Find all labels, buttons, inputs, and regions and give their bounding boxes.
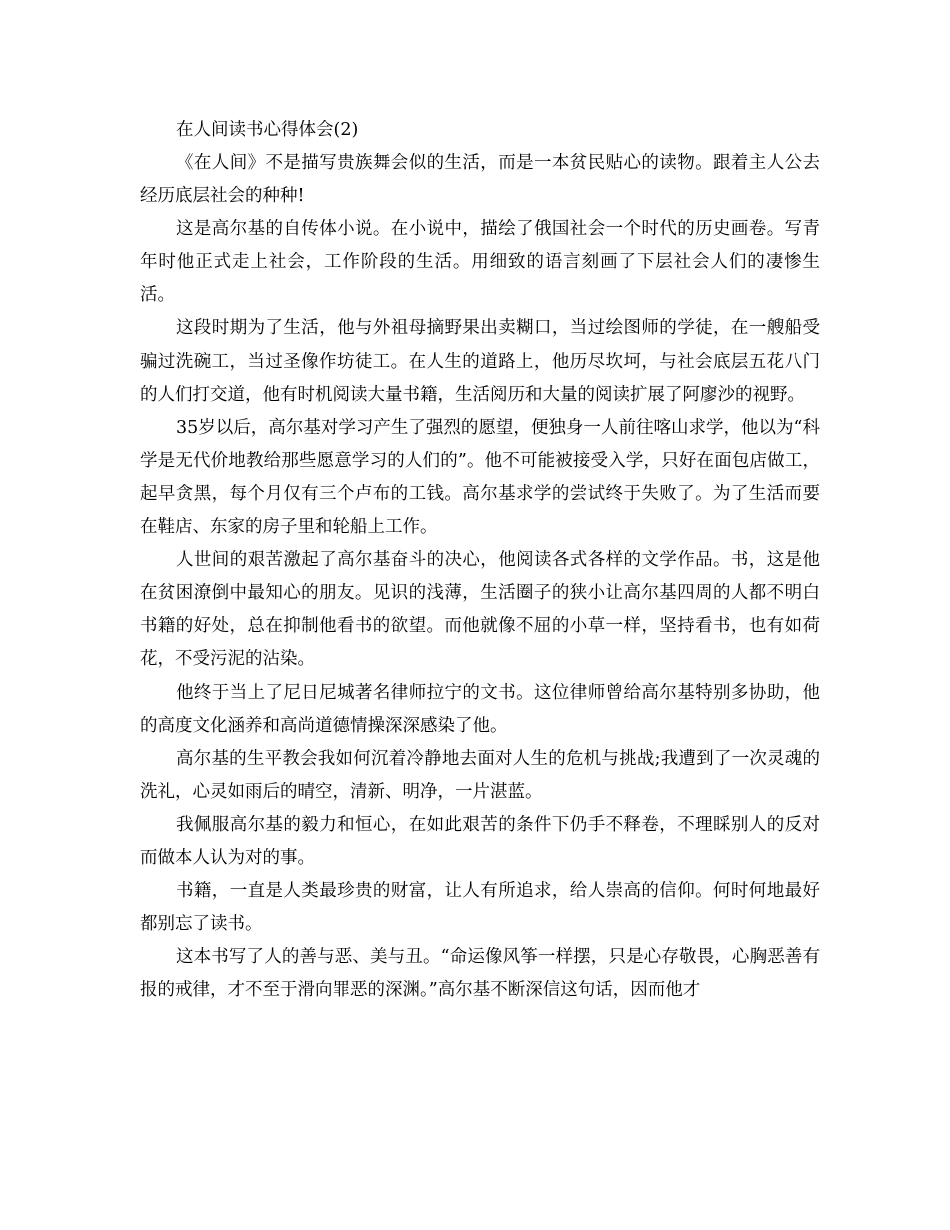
paragraph: 人世间的艰苦激起了高尔基奋斗的决心，他阅读各式各样的文学作品。书，这是他在贫困潦倒中最知心的朋友。见识的浅薄，生活圈子的狭小让高尔基四周的人都不明白书籍的好处，总在抑制他看书的欲望。而他就像不屈的小草一样，坚持看书，也有如荷花，不受污泥的沾染。 bbox=[140, 550, 820, 670]
paragraph: 这本书写了人的善与恶、美与丑。“命运像风筝一样摆，只是心存敬畏，心胸恶善有报的戒律，才不至于滑向罪恶的深渊。”高尔基不断深信这句话，因而他才 bbox=[140, 947, 820, 1001]
paragraph: 书籍，一直是人类最珍贵的财富，让人有所追求，给人崇高的信仰。何时何地最好都别忘了读书。 bbox=[140, 881, 820, 935]
paragraph: 我佩服高尔基的毅力和恒心，在如此艰苦的条件下仍手不释卷，不理睬别人的反对而做本人认为对的事。 bbox=[140, 814, 820, 868]
paragraph: 他终于当上了尼日尼城著名律师拉宁的文书。这位律师曾给高尔基特别多协助，他的高度文化涵养和高尚道德情操深深感染了他。 bbox=[140, 682, 820, 736]
paragraph: 这段时期为了生活，他与外祖母摘野果出卖糊口，当过绘图师的学徒，在一艘船受骗过洗碗工，当过圣像作坊徒工。在人生的道路上，他历尽坎坷，与社会底层五花八门的人们打交道，他有时机阅读大量书籍，生活阅历和大量的阅读扩展了阿廖沙的视野。 bbox=[140, 318, 820, 405]
document-title: 在人间读书心得体会(2) bbox=[176, 120, 359, 140]
paragraph: 这是高尔基的自传体小说。在小说中，描绘了俄国社会一个时代的历史画卷。写青年时他正式走上社会，工作阶段的生活。用细致的语言刻画了下层社会人们的凄惨生活。 bbox=[140, 219, 820, 306]
paragraph: 《在人间》不是描写贵族舞会似的生活，而是一本贫民贴心的读物。跟着主人公去经历底层社会的种种! bbox=[140, 153, 820, 207]
document-body bbox=[140, 114, 820, 1007]
paragraph: 高尔基的生平教会我如何沉着冷静地去面对人生的危机与挑战;我遭到了一次灵魂的洗礼，心灵如雨后的晴空，清新、明净，一片湛蓝。 bbox=[140, 748, 820, 802]
paragraph: 35岁以后，高尔基对学习产生了强烈的愿望，便独身一人前往喀山求学，他以为“科学是无代价地教给那些愿意学习的人们的”。他不可能被接受入学，只好在面包店做工，起早贪黑，每个月仅有三个卢布的工钱。高尔基求学的尝试终于失败了。为了生活而要在鞋店、东家的房子里和轮船上工作。 bbox=[140, 417, 820, 538]
